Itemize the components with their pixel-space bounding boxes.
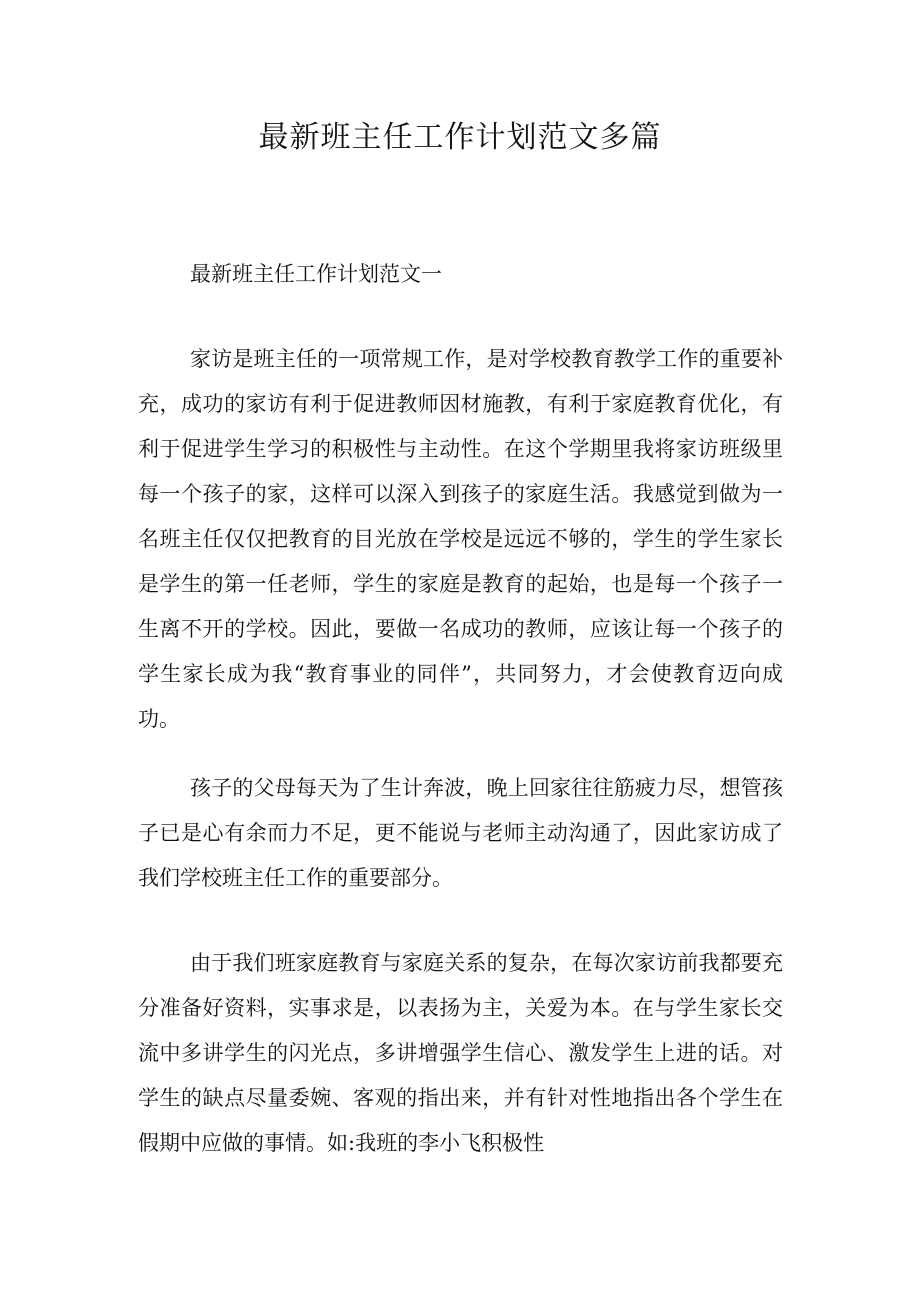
paragraph-3: 由于我们班家庭教育与家庭关系的复杂，在每次家访前我都要充分准备好资料，实事求是，以表扬为主，关爱为本。在与学生家长交流中多讲学生的闪光点，多讲增强学生信心、激发学生上进的话。对学生的缺点尽量委婉、客观的指出来，并有针对性地指出各个学生在假期中应做的事情。如:我班的李小飞积极性 [138, 951, 783, 1155]
paragraph-1: 家访是班主任的一项常规工作，是对学校教育教学工作的重要补充，成功的家访有利于促进教师因材施教，有利于家庭教育优化，有利于促进学生学习的积极性与主动性。在这个学期里我将家访班级里每一个孩子的家，这样可以深入到孩子的家庭生活。我感觉到做为一名班主任仅仅把教育的目光放在学校是远远不够的，学生的学生家长是学生的第一任老师，学生的家庭是教育的起始，也是每一个孩子一生离不开的学校。因此，要做一名成功的教师，应该让每一个孩子的学生家长成为我“教育事业的同伴”，共同努力，才会使教育迈向成功。 [138, 347, 783, 731]
document-title: 最新班主任工作计划范文多篇 [258, 120, 662, 155]
section-heading: 最新班主任工作计划范文一 [190, 262, 442, 286]
paragraph-2: 孩子的父母每天为了生计奔波，晚上回家往往筋疲力尽，想管孩子已是心有余而力不足，更不能说与老师主动沟通了，因此家访成了我们学校班主任工作的重要部分。 [138, 776, 783, 890]
